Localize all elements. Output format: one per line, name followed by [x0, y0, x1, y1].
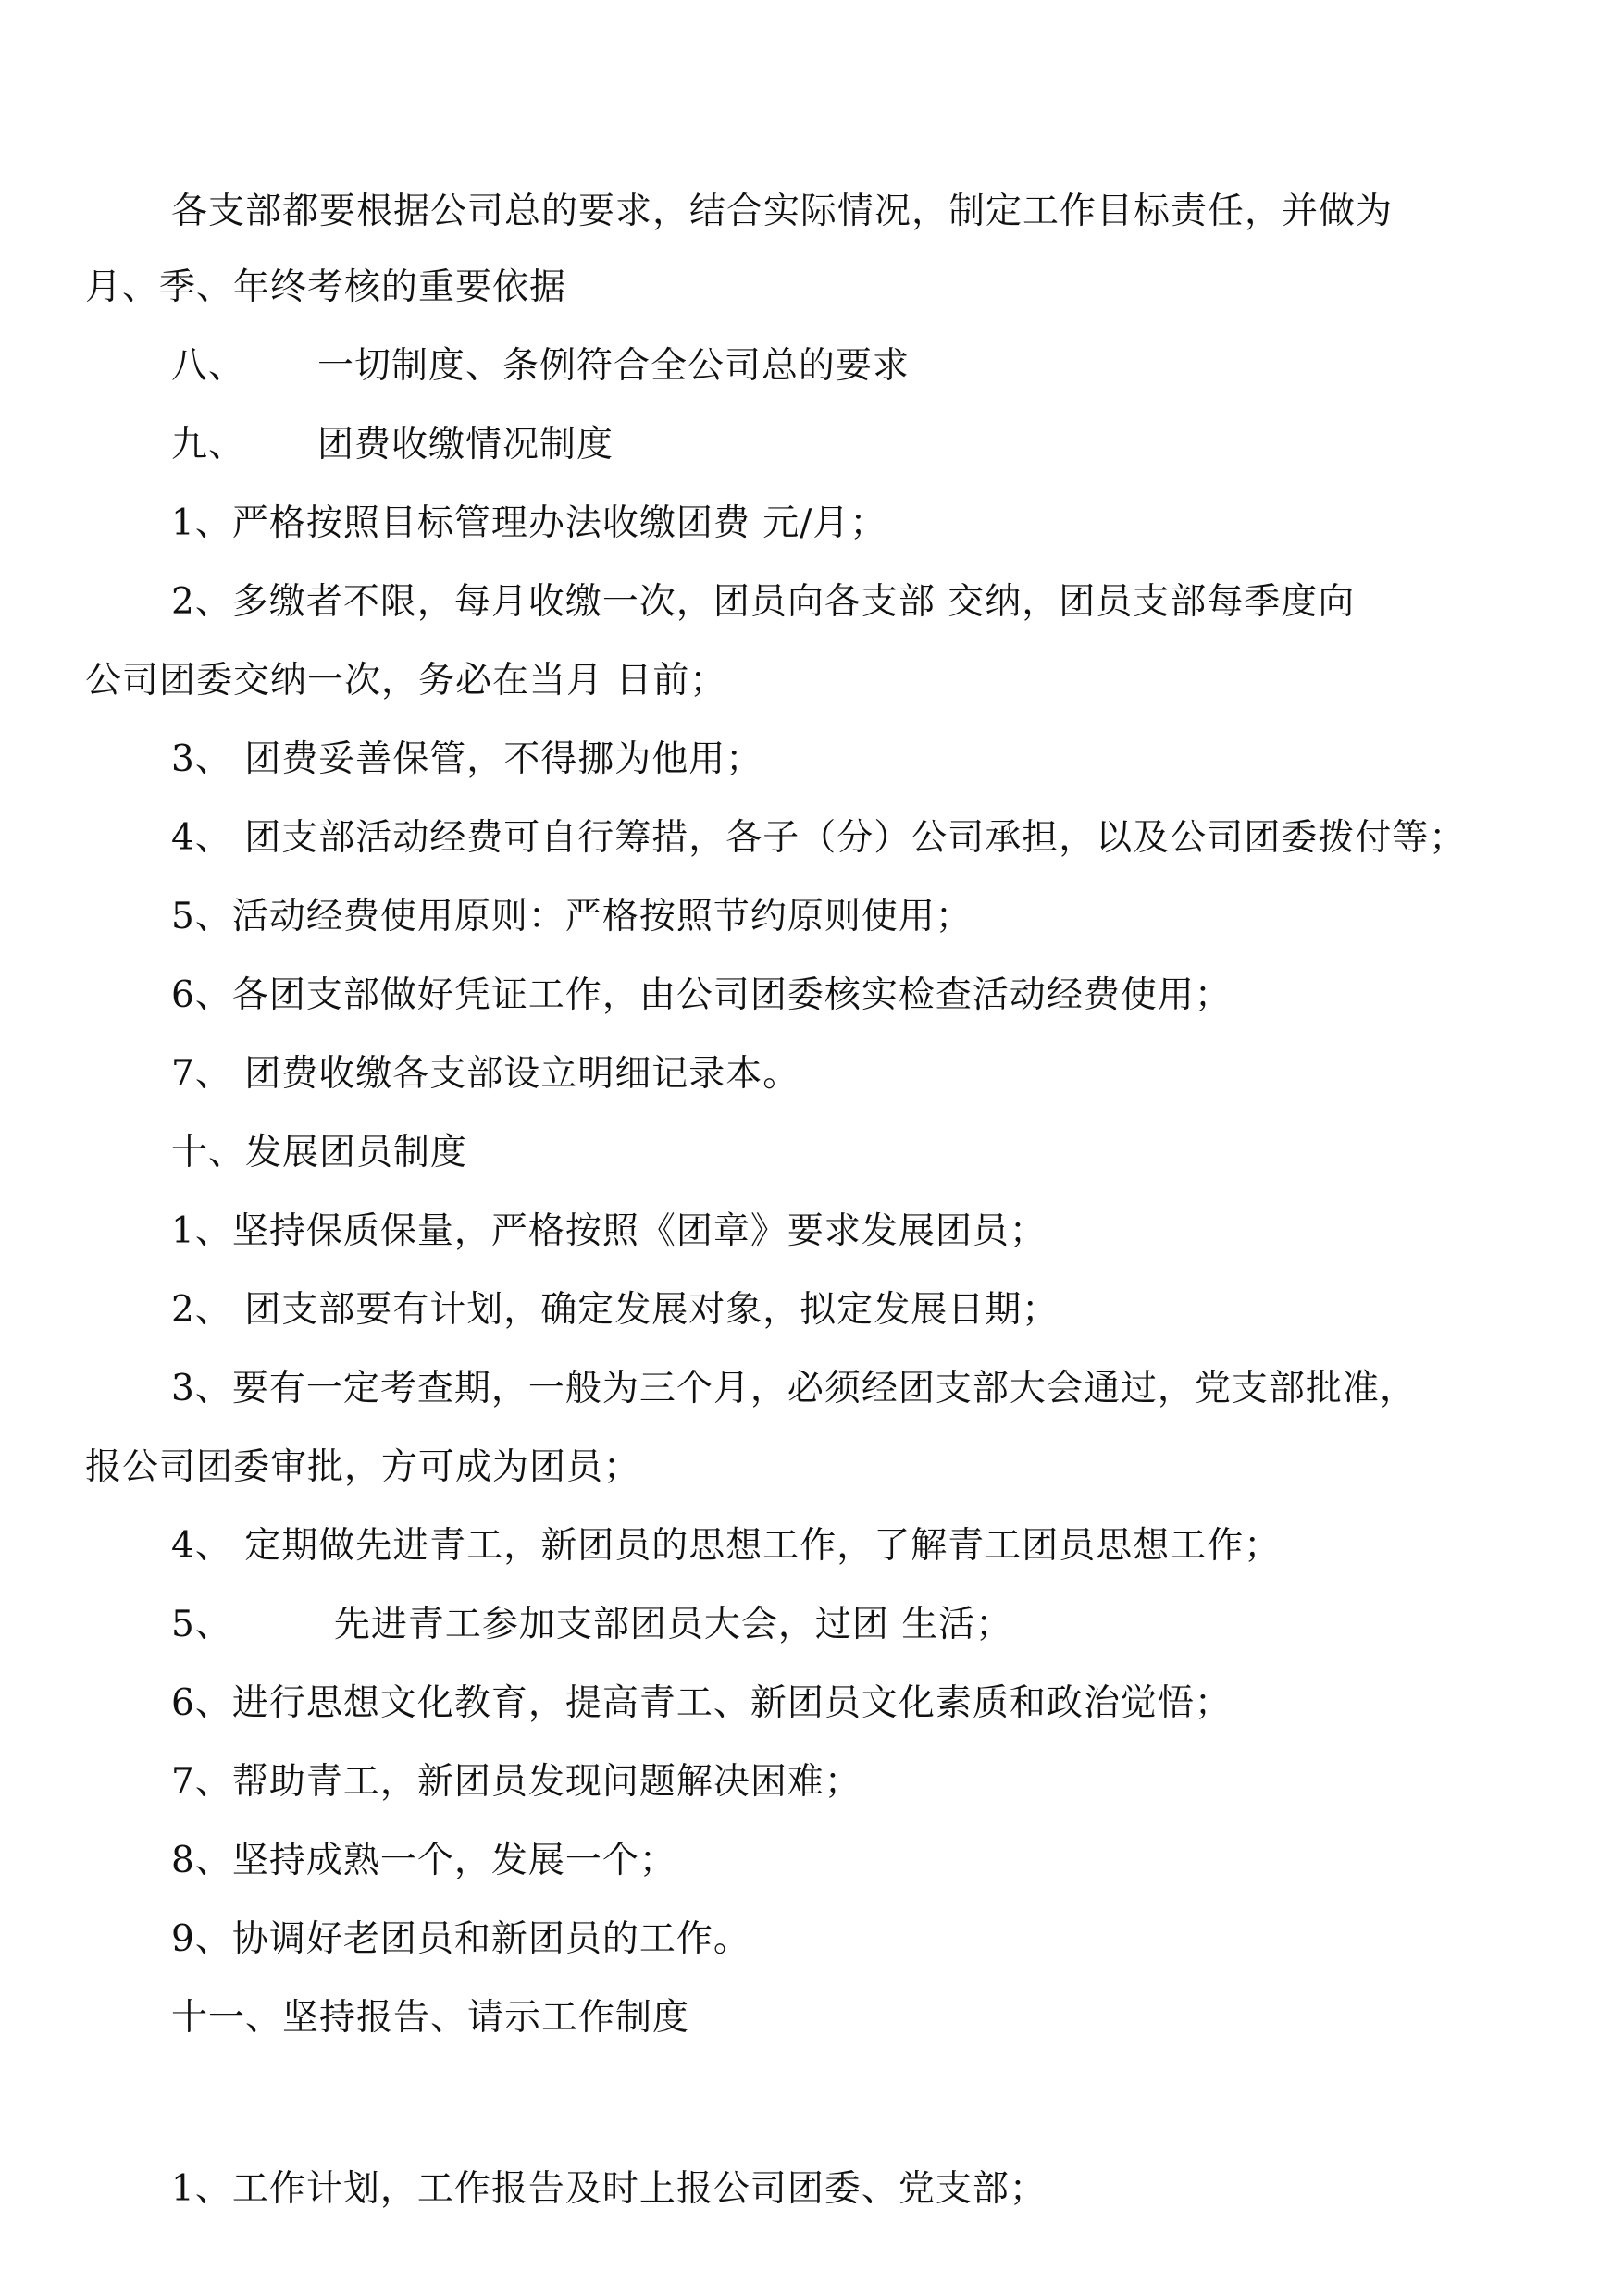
list-item: 3、要有一定考查期，一般为三个月，必须经团支部大会通过，党支部批准， [171, 1368, 1417, 1409]
list-text: 先进青工参加支部团员大会，过团 生活； [333, 1604, 1013, 1645]
list-item [171, 1603, 1012, 1647]
list-item: 9、协调好老团员和新团员的工作。 [171, 1918, 750, 1960]
list-item: 1、坚持保质保量，严格按照《团章》要求发展团员； [171, 1210, 1047, 1252]
section-number: 八、 [171, 345, 246, 387]
paragraph-line: 月、季、年终考核的重要依据 [85, 267, 567, 308]
paragraph-line: 各支部都要根据公司总的要求，结合实际情况，制定工作目标责任，并做为 [171, 191, 1394, 232]
list-item: 2、 团支部要有计划，确定发展对象，拟定发展日期； [171, 1289, 1060, 1331]
list-item: 6、各团支部做好凭证工作，由公司团委核实检查活动经费使用； [171, 974, 1232, 1016]
section-number: 九、 [171, 424, 246, 465]
list-item: 2、多缴者不限，每月收缴一次，团员向各支部 交纳，团员支部每季度向 [171, 581, 1356, 623]
list-item: 4、 定期做先进青工，新团员的思想工作，了解青工团员思想工作； [171, 1525, 1282, 1567]
list-item: 7、 团费收缴各支部设立明细记录本。 [171, 1053, 800, 1095]
section-heading-8 [171, 344, 910, 389]
list-item: 8、坚持成熟一个，发展一个； [171, 1840, 676, 1881]
list-item-continuation: 公司团委交纳一次，务必在当月 日前； [85, 660, 727, 701]
section-heading-11: 十一、坚持报告、请示工作制度 [171, 1997, 690, 2039]
section-title: 一切制度、条例符合全公司总的要求 [317, 345, 911, 387]
section-title: 团费收缴情况制度 [317, 424, 614, 465]
list-item: 4、 团支部活动经费可自行筹措，各子（分）公司承担，以及公司团委拨付等； [171, 817, 1467, 859]
section-heading-10: 十、发展团员制度 [171, 1132, 468, 1173]
list-item-continuation: 报公司团委审批，方可成为团员； [85, 1446, 641, 1488]
section-heading-9 [171, 423, 614, 467]
list-item: 3、 团费妥善保管，不得挪为他用； [171, 738, 763, 780]
list-item: 7、帮助青工，新团员发现问题解决困难； [171, 1761, 862, 1803]
list-item: 6、进行思想文化教育，提高青工、新团员文化素质和政治觉悟； [171, 1682, 1232, 1724]
list-number: 5、 [171, 1604, 232, 1645]
list-item: 1、严格按照目标管理办法收缴团费 元/月； [171, 502, 887, 544]
list-item: 5、活动经费使用原则：严格按照节约原则使用； [171, 896, 973, 937]
list-item: 1、工作计划，工作报告及时上报公司团委、党支部； [171, 2168, 1047, 2210]
